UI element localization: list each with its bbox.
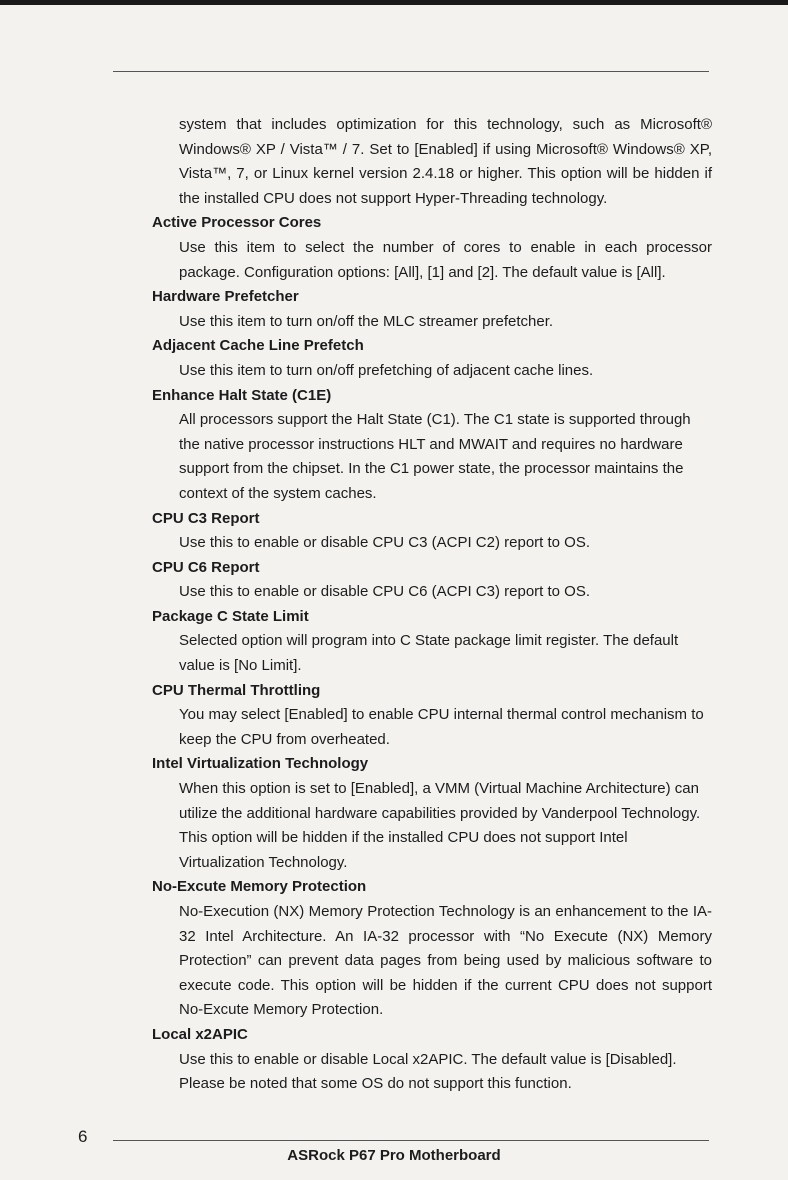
section-heading-no-excute-memory-protection: No-Excute Memory Protection <box>152 878 367 896</box>
intro-paragraph: system that includes optimization for this technology, such as Microsoft® Windows® XP / Vista™ / 7. Set to [Enabled] if using Microsoft® Windows® XP, Vista™, 7, or Linux kernel version 2.4.18 or higher. This option will be hidden if the installed CPU does not support Hyper-Threading technology. <box>179 116 712 207</box>
section-text-package-c-state-limit: Selected option will program into C State package limit register. The default value is [No Limit]. <box>179 632 679 675</box>
section-text-cpu-thermal-throttling: You may select [Enabled] to enable CPU internal thermal control mechanism to keep the CPU from overheated. <box>179 706 704 748</box>
section-text-cpu-c3-report: Use this to enable or disable CPU C3 (ACPI C2) report to OS. <box>179 534 591 552</box>
header-rule <box>113 71 709 72</box>
page-top-edge <box>0 0 788 5</box>
section-heading-cpu-thermal-throttling: CPU Thermal Throttling <box>152 681 321 699</box>
section-text-enhance-halt-state: All processors support the Halt State (C1). The C1 state is supported through the native processor instructions HLT and MWAIT and requires no hardware support from the chipset. In the C1 power state, the processor maintains the context of the system caches. <box>179 411 691 502</box>
section-heading-intel-virtualization-technology: Intel Virtualization Technology <box>152 755 369 773</box>
section-heading-hardware-prefetcher: Hardware Prefetcher <box>152 288 299 306</box>
section-heading-package-c-state-limit: Package C State Limit <box>152 607 309 625</box>
section-heading-adjacent-cache-line-prefetch: Adjacent Cache Line Prefetch <box>152 337 364 355</box>
section-text-no-excute-memory-protection: No-Execution (NX) Memory Protection Technology is an enhancement to the IA-32 Intel Architecture. An IA-32 processor with “No Execute (NX) Memory Protection” can prevent data pages from being used by malicious software to execute code. This option will be hidden if the current CPU does not support No-Excute Memory Protection. <box>179 903 712 1019</box>
section-text-hardware-prefetcher: Use this item to turn on/off the MLC streamer prefetcher. <box>179 312 554 330</box>
section-text-adjacent-cache-line-prefetch: Use this item to turn on/off prefetching of adjacent cache lines. <box>179 361 594 379</box>
section-heading-active-processor-cores: Active Processor Cores <box>152 214 322 232</box>
section-heading-local-x2apic: Local x2APIC <box>152 1025 248 1043</box>
footer-title: ASRock P67 Pro Motherboard <box>287 1147 501 1164</box>
section-heading-cpu-c3-report: CPU C3 Report <box>152 509 260 527</box>
page-number: 6 <box>78 1127 88 1146</box>
manual-content <box>152 113 712 1097</box>
section-heading-cpu-c6-report: CPU C6 Report <box>152 558 260 576</box>
section-text-cpu-c6-report: Use this to enable or disable CPU C6 (ACPI C3) report to OS. <box>179 583 591 601</box>
section-text-active-processor-cores: Use this item to select the number of cores to enable in each processor package. Configuration options: [All], [1] and [2]. The default value is [All]. <box>179 238 712 281</box>
section-text-local-x2apic: Use this to enable or disable Local x2APIC. The default value is [Disabled]. Please be noted that some OS do not support this function. <box>179 1050 677 1093</box>
section-text-intel-virtualization-technology: When this option is set to [Enabled], a VMM (Virtual Machine Architecture) can utilize the additional hardware capabilities provided by Vanderpool Technology. This option will be hidden if the installed CPU does not support Intel Virtualization Technology. <box>179 780 701 871</box>
footer-rule <box>113 1140 709 1141</box>
section-heading-enhance-halt-state: Enhance Halt State (C1E) <box>152 386 332 404</box>
